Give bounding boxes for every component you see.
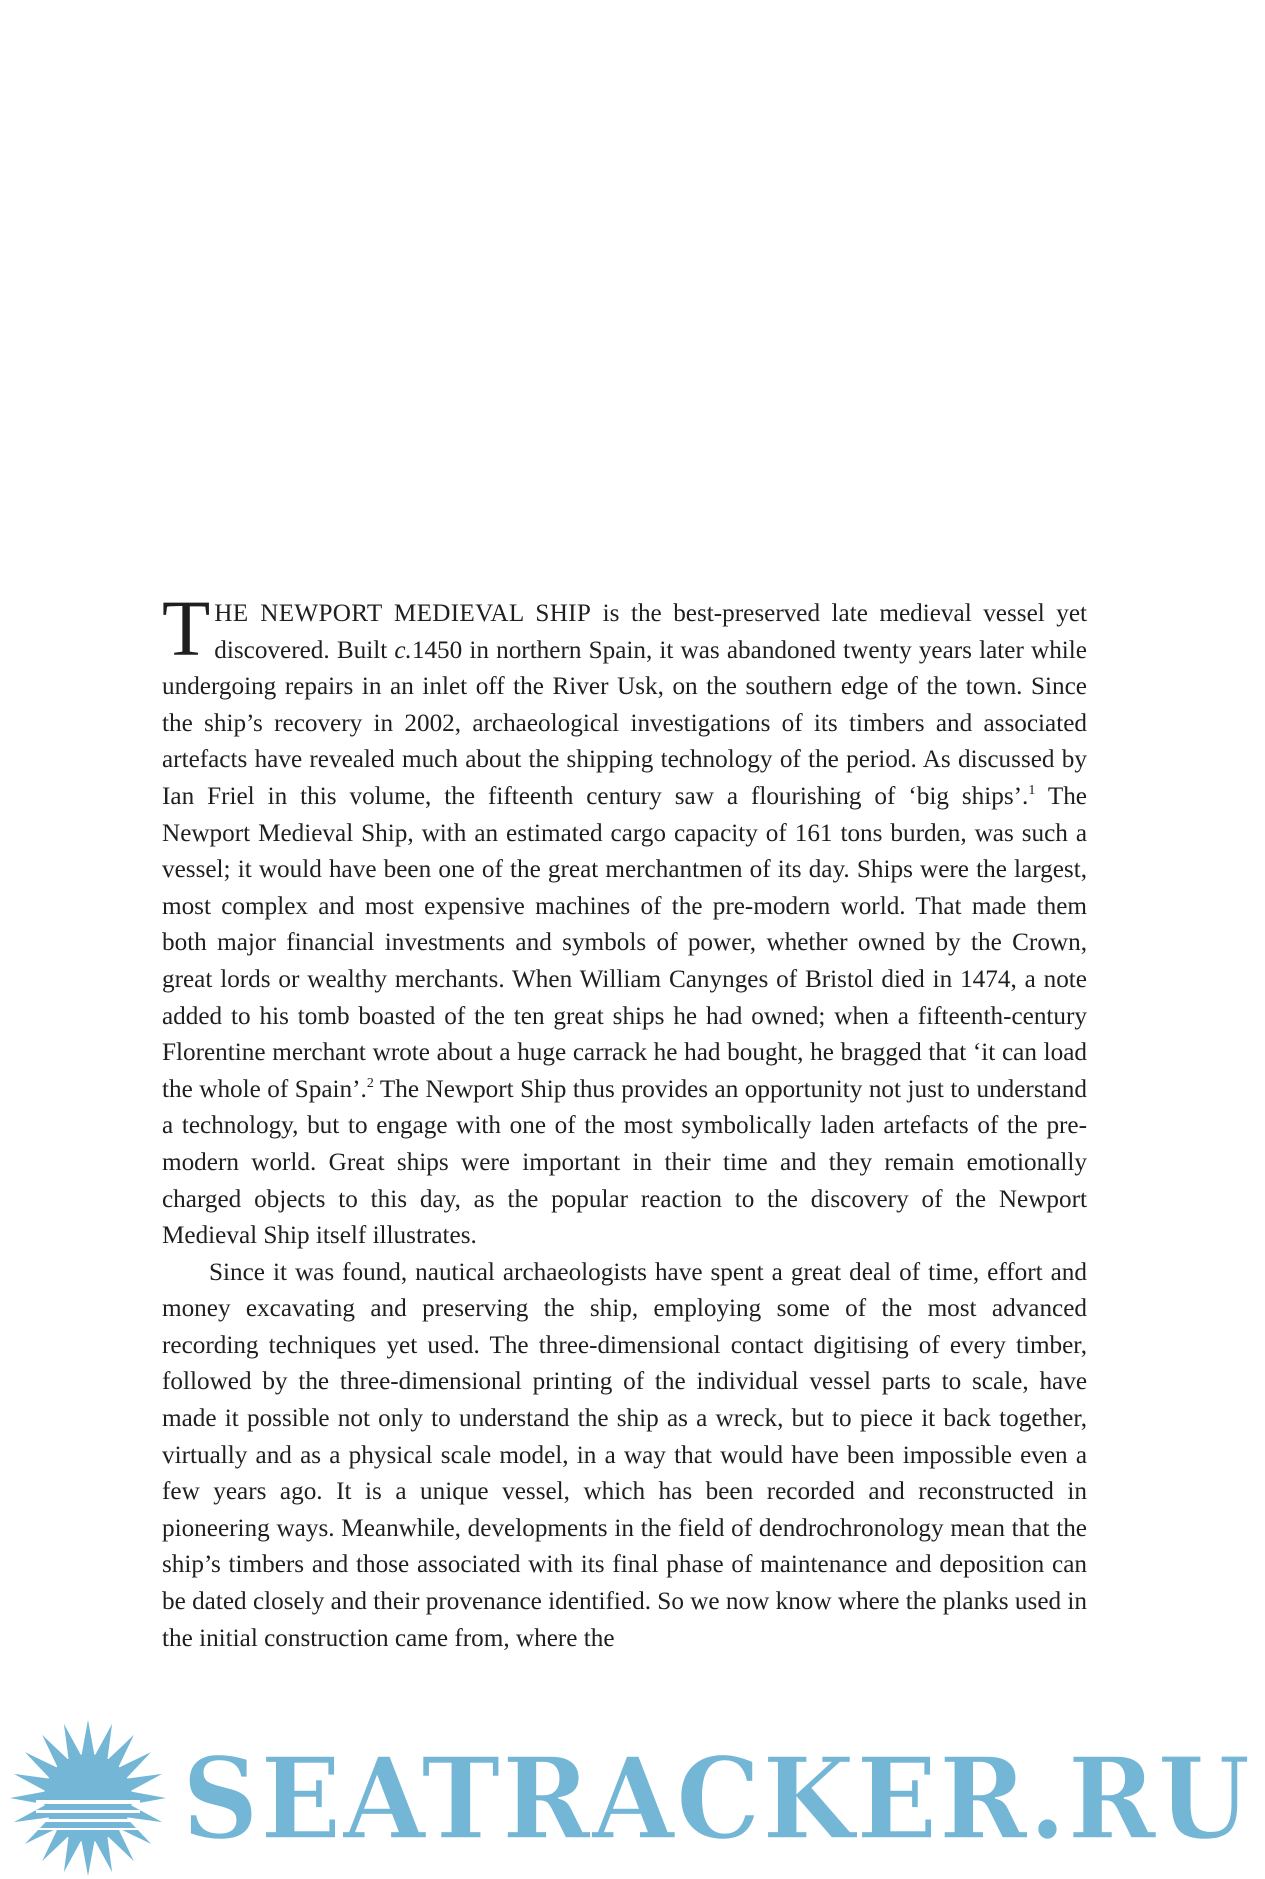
- opening-small-caps: HE NEWPORT MEDIEVAL SHIP: [214, 600, 592, 627]
- paragraph-1-text-b: 1450 in northern Spain, it was abandoned twenty years later while undergoing repairs in an inlet off the River Usk, on the southern edge of the town. Since the ship’s recovery in 2002, archaeological investigations of its timbers and associated artefacts have revealed much about the shipping technology of the period. As discussed by Ian Friel in this volume, the fifteenth century saw a flourishing of ‘big ships’.: [162, 636, 1087, 810]
- paragraph-2: [162, 1255, 1087, 1658]
- paragraph-2-text: Since it was found, nautical archaeologists have spent a great deal of time, effort and money excavating and preserving the ship, employing some of the most advanced recording techniques yet used. The three-dimensional contact digitising of every timber, followed by the three-dimensional printing of the individual vessel parts to scale, have made it possible not only to understand the ship as a wreck, but to piece it back together, virtually and as a physical scale model, in a way that would have been impossible even a few years ago. It is a unique vessel, which has been recorded and reconstructed in pioneering ways. Meanwhile, developments in the field of dendrochronology mean that the ship’s timbers and those associated with its final phase of maintenance and deposition can be dated closely and their provenance identified. So we now know where the planks used in the initial construction came from, where the: [162, 1258, 1087, 1652]
- watermark-text: SEATRACKER.RU: [182, 1734, 1252, 1865]
- body-text: [162, 586, 1087, 1657]
- drop-cap: T: [162, 586, 211, 673]
- paragraph-1-text-c: The Newport Medieval Ship, with an estimated cargo capacity of 161 tons burden, was such a vessel; it would have been one of the great merchantmen of its day. Ships were the largest, most complex and most expensive machines of the pre-modern world. That made them both major financial investments and symbols of power, whether owned by the Crown, great lords or wealthy merchants. When William Canynges of Bristol died in 1474, a note added to his tomb boasted of the ten great ships he had owned; when a fifteenth-century Florentine merchant wrote about a huge carrack he had bought, he bragged that ‘it can load the whole of Spain’.: [162, 782, 1087, 1103]
- circa-abbreviation: c.: [394, 636, 412, 664]
- footnote-marker-2[interactable]: 2: [366, 1075, 374, 1091]
- paragraph-1-text-d: The Newport Ship thus provides an opportunity not just to understand a technology, but to engage with one of the most symbolically laden artefacts of the pre-modern world. Great ships were important in their time and they remain emotionally charged objects to this day, as the popular reaction to the discovery of the Newport Medieval Ship itself illustrates.: [162, 1075, 1087, 1250]
- paragraph-1: [162, 586, 1087, 1255]
- sun-logo-icon: [10, 1720, 166, 1876]
- paragraph-1-text-a: is the best-preserved late medieval vessel yet discovered. Built: [214, 600, 1087, 664]
- footnote-marker-1[interactable]: 1: [1028, 782, 1036, 798]
- watermark: [0, 1718, 1265, 1879]
